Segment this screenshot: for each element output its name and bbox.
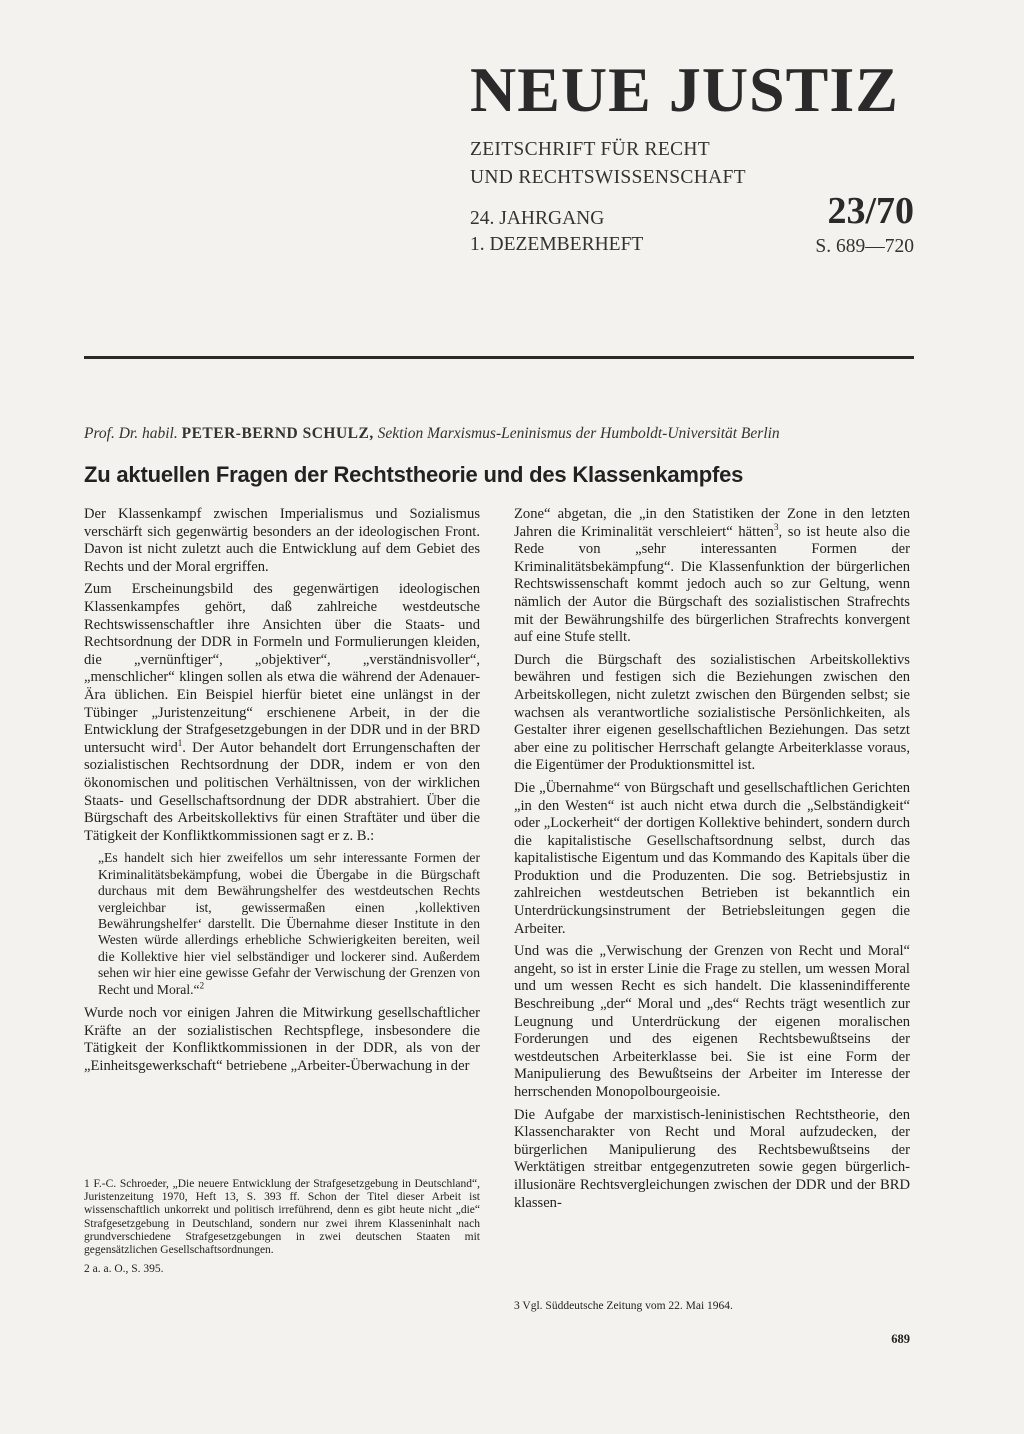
footnote-3: 3 Vgl. Süddeutsche Zeitung vom 22. Mai 1964.: [514, 1300, 733, 1312]
journal-subtitle: [470, 136, 746, 192]
page-range: S. 689—720: [815, 236, 914, 257]
paragraph: Und was die „Verwischung der Grenzen von Recht und Moral“ angeht, so ist in erster Linie die Frage zu stellen, um wessen Moral und um wessen Recht es sich handelt. Die klassenindifferente Beschreibung „der“ Moral und „des“ Rechts trägt wesentlich zur Leugnung und Unterdrückung der eigenen moralischen Forderungen und des eigenen Rechtsbewußtseins der westdeutschen Arbeiterklasse bei. Sie ist eine Form der Manipulierung des Bewußtseins der Arbeiter im Interesse der herrschenden Monopolbourgeoisie.: [514, 943, 910, 1100]
author-prefix: Prof. Dr. habil.: [84, 425, 178, 442]
footnotes-left: [84, 1178, 480, 1282]
issue-name: 1. DEZEMBERHEFT: [470, 234, 644, 255]
footnote-1: 1 F.-C. Schroeder, „Die neuere Entwicklung der Strafgesetzgebung in Deutschland“, Juristenzeitung 1970, Heft 13, S. 393 ff. Schon der Titel dieser Arbeit ist wissenschaftlich unkorrekt und politisch irreführend, denn es gibt heute nicht „die“ Strafgesetzgebung in Deutschland, sondern nur zwei ihrem Klasseninhalt nach grundverschiedene Strafgesetzgebungen in zwei deutschen Staaten mit gegensätzlichen Gesellschaftsordnungen.: [84, 1178, 480, 1257]
masthead-divider: [84, 356, 914, 359]
author-line: [84, 425, 914, 443]
paragraph: Die „Übernahme“ von Bürgschaft und gesellschaftlichen Gerichten „in den Westen“ ist auch nicht etwa durch die „Selbständigkeit“ oder „Lockerheit“ der dortigen Kollektive behindert, sondern durch die kapitalistische Gesellschaftsordnung selbst, durch das kapitalistische Eigentum und das Kommando des Kapitals über die Produktion und die Produzenten. Die sog. Betriebsjustiz in zahlreichen westdeutschen Betrieben ist bekanntlich ein Unterdrückungsinstrument der Betriebsleitungen gegen die Arbeiter.: [514, 779, 910, 937]
volume-label: 24. JAHRGANG: [470, 208, 605, 229]
author-affiliation: Sektion Marxismus-Leninismus der Humboldt-Universität Berlin: [377, 425, 780, 442]
paragraph: Die Aufgabe der marxistisch-leninistischen Rechtstheorie, den Klassencharakter von Recht und Moral aufzudecken, der bürgerlichen Manipulierung des Rechtsbewußtseins der Werktätigen streitbar entgegenzutreten sowie gegen bürgerlich-illusionäre Rechtsvergleichungen zwischen der DDR und der BRD klassen-: [514, 1106, 910, 1211]
issue-info: [470, 206, 643, 258]
paragraph: Durch die Bürgschaft des sozialistischen Arbeitskollektivs bewähren und festigen sich die Beziehungen zwischen den Arbeitskollegen, nicht zuletzt zwischen den Bürgenden selbst; sie wachsen als verantwortliche sozialistische Persönlichkeiten, als Gestalter ihrer eigenen gesellschaftlichen Beziehungen. Das setzt aber eine zu politischer Herrschaft gelangte Arbeiterklasse voraus, die Eigentümer der Produktionsmittel ist.: [514, 651, 910, 774]
issue-number: 23/70: [827, 190, 914, 232]
right-column: [514, 506, 910, 1217]
paragraph: Wurde noch vor einigen Jahren die Mitwirkung gesellschaftlicher Kräfte an der sozialistischen Rechtspflege, insbesondere die Tätigkeit der Konfliktkommissionen in der DDR, als von der „Einheitsgewerkschaft“ betriebene „Arbeiter-Überwachung in der: [84, 1004, 480, 1074]
author-name: PETER-BERND SCHULZ,: [181, 425, 374, 442]
subtitle-line-2: UND RECHTSWISSENSCHAFT: [470, 167, 746, 188]
article-title: Zu aktuellen Fragen der Rechtstheorie und des Klassenkampfes: [84, 462, 744, 487]
subtitle-line-1: ZEITSCHRIFT FÜR RECHT: [470, 139, 710, 160]
footnote-ref: 1: [177, 737, 183, 748]
footnote-ref: 2: [199, 980, 205, 990]
page-number: 689: [891, 1332, 910, 1346]
left-column: [84, 506, 480, 1080]
paragraph: Der Klassenkampf zwischen Imperialismus und Sozialismus verschärft sich gegenwärtig besonders an der ideologischen Front. Davon ist nicht zuletzt auch die Entwicklung auf dem Gebiet des Rechts und der Moral ergriffen.: [84, 506, 480, 575]
block-quote: „Es handelt sich hier zweifellos um sehr interessante Formen der Kriminalitätsbekämpfung, wobei die Übergabe in die Bürgschaft durchaus mit dem Bewährungshelfer des westdeutschen Rechts vergleichbar ist, gewissermaßen einen ‚kollektiven Bewährungshelfer‘ darstellt. Die Übernahme dieser Institute in den Westen würde allerdings erhebliche Schwierigkeiten bereiten, weil die Kollektive hier viel selbständiger und lockerer sind. Außerdem sehen wir hier eine gewisse Gefahr der Verwischung der Grenzen von Recht und Moral.“$^2$: [98, 850, 480, 997]
footnote-2: 2 a. a. O., S. 395.: [84, 1263, 164, 1276]
paragraph: Zum Erscheinungsbild des gegenwärtigen ideologischen Klassenkampfes gehört, daß zahlreiche westdeutsche Rechtswissenschaftler ihre Ansichten über die Staats- und Rechtsordnung der DDR in Formeln und Formulierungen kleiden, die „vernünftiger“, „objektiver“, „verständnisvoller“, „menschlicher“ klingen sollen als etwa die während der Adenauer-Ära üblichen. Ein Beispiel hierfür bietet eine unlängst in der Tübinger „Juristenzeitung“ erschienene Arbeit, in der die Entwicklung der Strafgesetzgebungen in der DDR und in der BRD untersucht wird$^1$. Der Autor behandelt dort Errungenschaften der sozialistischen Rechtsordnung der DDR, indem er von den ökonomischen und politischen Verhältnissen, von der wirklichen Staats- und Gesellschaftsordnung der DDR abstrahiert. Über die Bürgschaft des Arbeitskollektivs für einen Straftäter und über die Tätigkeit der Konfliktkommissionen sagt er z. B.:: [84, 581, 480, 844]
journal-title: NEUE JUSTIZ: [470, 54, 899, 125]
paragraph: Zone“ abgetan, die „in den Statistiken der Zone in den letzten Jahren die Kriminalität verschleiert“ hätten$^3$, so ist heute also die Rede von „sehr interessanten Formen der Kriminalitätsbekämpfung“. Die Klassenfunktion der bürgerlichen Rechtswissenschaft kommt jedoch auch so zur Geltung, wenn nämlich der Autor die Bürgschaft des sozialistischen Strafrechts mit der Bewährungshilfe des bürgerlichen Strafrechts konvergent auf eine Stufe stellt.: [514, 506, 910, 646]
footnote-ref: 3: [773, 521, 779, 532]
